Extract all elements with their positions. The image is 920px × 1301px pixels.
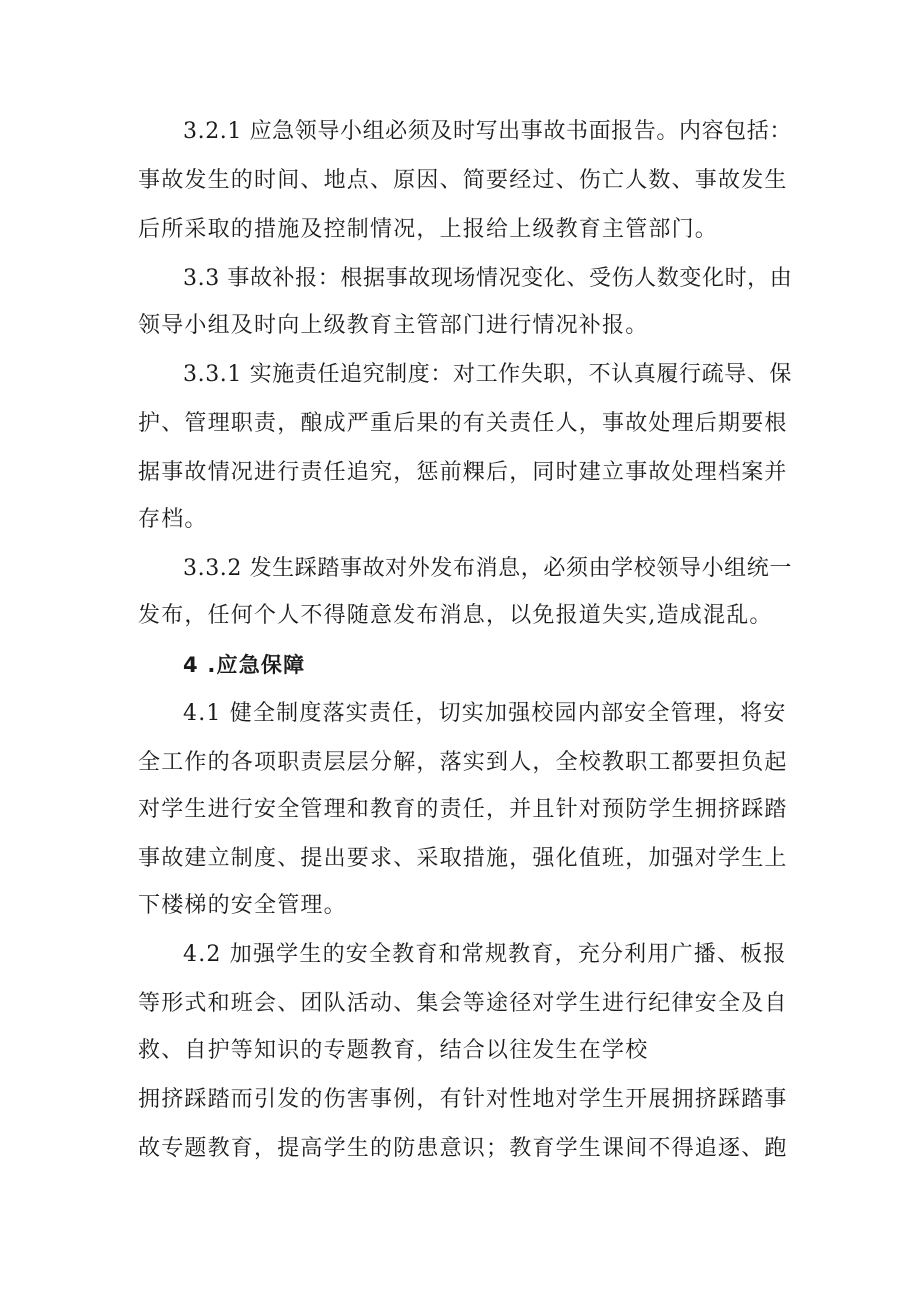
paragraph-3-3-line-1: 3.3 事故补报：根据事故现场情况变化、受伤人数变化时，由: [183, 266, 793, 291]
section-heading-4: 4 .应急保障: [183, 653, 306, 677]
paragraph-4-1-line-4: 事故建立制度、提出要求、采取措施，强化值班，加强对学生上: [138, 846, 788, 871]
paragraph-3-2-1-line-3: 后所采取的措施及控制情况，上报给上级教育主管部门。: [138, 217, 719, 242]
paragraph-3-3-line-2: 领导小组及时向上级教育主管部门进行情况补报。: [138, 313, 649, 338]
paragraph-4-2-line-5: 故专题教育，提高学生的防患意识；教育学生课间不得追逐、跑: [138, 1136, 788, 1161]
paragraph-3-3-1-line-3: 据事故情况进行责任追究，惩前粿后，同时建立事故处理档案并: [138, 460, 788, 485]
paragraph-3-3-1-line-1: 3.3.1 实施责任追究制度：对工作失职，不认真履行疏导、保: [183, 362, 792, 387]
paragraph-3-3-1-line-2: 护、管理职责，酿成严重后果的有关责任人，事故处理后期要根: [138, 411, 788, 436]
paragraph-3-3-2-line-2: 发布，任何个人不得随意发布消息，以免报道失实,造成混乱。: [138, 603, 773, 628]
paragraph-4-2-line-1: 4.2 加强学生的安全教育和常规教育，充分利用广播、板报: [183, 942, 787, 967]
paragraph-3-2-1-line-1: 3.2.1 应急领导小组必须及时写出事故书面报告。内容包括：: [183, 119, 792, 144]
paragraph-3-3-2-line-1: 3.3.2 发生踩踏事故对外发布消息，必须由学校领导小组统一: [183, 556, 792, 581]
paragraph-4-1-line-3: 对学生进行安全管理和教育的责任，并且针对预防学生拥挤踩踏: [138, 797, 788, 822]
paragraph-3-2-1-line-2: 事故发生的时间、地点、原因、简要经过、伤亡人数、事故发生: [138, 168, 788, 193]
paragraph-4-1-line-1: 4.1 健全制度落实责任，切实加强校园内部安全管理，将安: [183, 701, 787, 726]
paragraph-4-1-line-2: 全工作的各项职责层层分解，落实到人，全校教职工都要担负起: [138, 750, 788, 775]
paragraph-4-2-line-2: 等形式和班会、团队活动、集会等途径对学生进行纪律安全及自: [138, 991, 788, 1016]
paragraph-3-3-1-line-4: 存档。: [138, 507, 208, 532]
paragraph-4-2-line-4: 拥挤踩踏而引发的伤害事例，有针对性地对学生开展拥挤踩踏事: [138, 1087, 788, 1112]
paragraph-4-2-line-3: 救、自护等知识的专题教育，结合以往发生在学校: [138, 1038, 649, 1063]
paragraph-4-1-line-5: 下楼梯的安全管理。: [138, 893, 347, 918]
